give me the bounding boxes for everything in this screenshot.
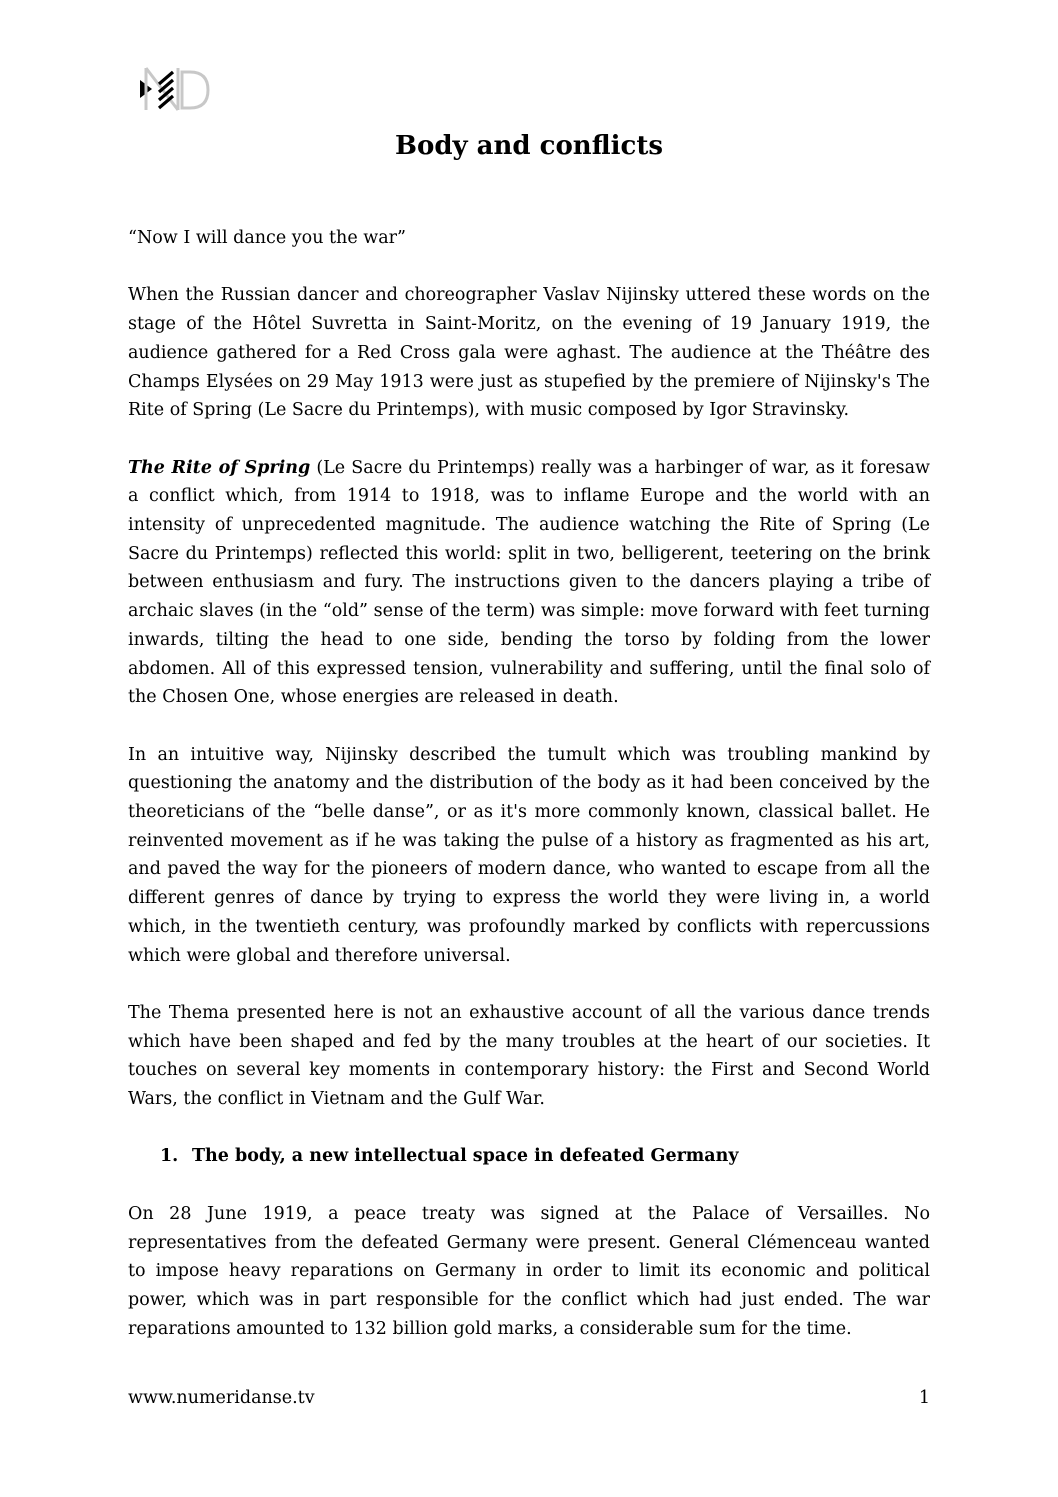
- document-body: [128, 224, 930, 1372]
- paragraph-2-text: (Le Sacre du Printemps) really was a harbinger of war, as it foresaw a conflict which, from 1914 to 1918, was to inflame Europe and the world with an intensity of unprecedented magnitude. The audience watching the Rite of Spring (Le Sacre du Printemps) reflected this world: split in two, belligerent, teetering on the brink between enthusiasm and fury. The instructions given to the dancers playing a tribe of archaic slaves (in the “old” sense of the term) was simple: move forward with feet turning inwards, tilting the head to one side, bending the torso by folding from the lower abdomen. All of this expressed tension, vulnerability and suffering, until the final solo of the Chosen One, whose energies are released in death.: [128, 457, 930, 708]
- paragraph-1: When the Russian dancer and choreographer Vaslav Nijinsky uttered these words on the stage of the Hôtel Suvretta in Saint-Moritz, on the evening of 19 January 1919, the audience gathered for a Red Cross gala were aghast. The audience at the Théâtre des Champs Elysées on 29 May 1913 were just as stupefied by the premiere of Nijinsky's The Rite of Spring (Le Sacre du Printemps), with music composed by Igor Stravinsky.: [128, 285, 930, 421]
- opening-quote: “Now I will dance you the war”: [128, 228, 406, 248]
- section-title: The body, a new intellectual space in defeated Germany: [192, 1146, 739, 1167]
- section-paragraph: On 28 June 1919, a peace treaty was signed at the Palace of Versailles. No representatives from the defeated Germany were present. General Clémenceau wanted to impose heavy reparations on Germany in order to limit its economic and political power, which was in part responsible for the conflict which had just ended. The war reparations amounted to 132 billion gold marks, a considerable sum for the time.: [128, 1203, 930, 1339]
- page-number: 1: [918, 1388, 930, 1408]
- paragraph-4: The Thema presented here is not an exhaustive account of all the various dance trends which have been shaped and fed by the many troubles at the heart of our societies. It touches on several key moments in contemporary history: the First and Second World Wars, the conflict in Vietnam and the Gulf War.: [128, 1002, 930, 1110]
- numeridanse-logo: [138, 66, 212, 114]
- section-number: 1.: [160, 1146, 179, 1167]
- section-heading: [128, 1142, 930, 1171]
- emphasis-title: The Rite of Spring: [128, 457, 311, 478]
- paragraph-2: [128, 454, 930, 712]
- footer-url[interactable]: www.numeridanse.tv: [128, 1388, 315, 1408]
- paragraph-3: In an intuitive way, Nijinsky described the tumult which was troubling mankind by questioning the anatomy and the distribution of the body as it had been conceived by the theoreticians of the “belle danse”, or as it's more commonly known, classical ballet. He reinvented movement as if he was taking the pulse of a history as fragmented as his art, and paved the way for the pioneers of modern dance, who wanted to escape from all the different genres of dance by trying to express the world they were living in, a world which, in the twentieth century, was profoundly marked by conflicts with repercussions which were global and therefore universal.: [128, 744, 930, 966]
- page-title: Body and conflicts: [395, 131, 663, 161]
